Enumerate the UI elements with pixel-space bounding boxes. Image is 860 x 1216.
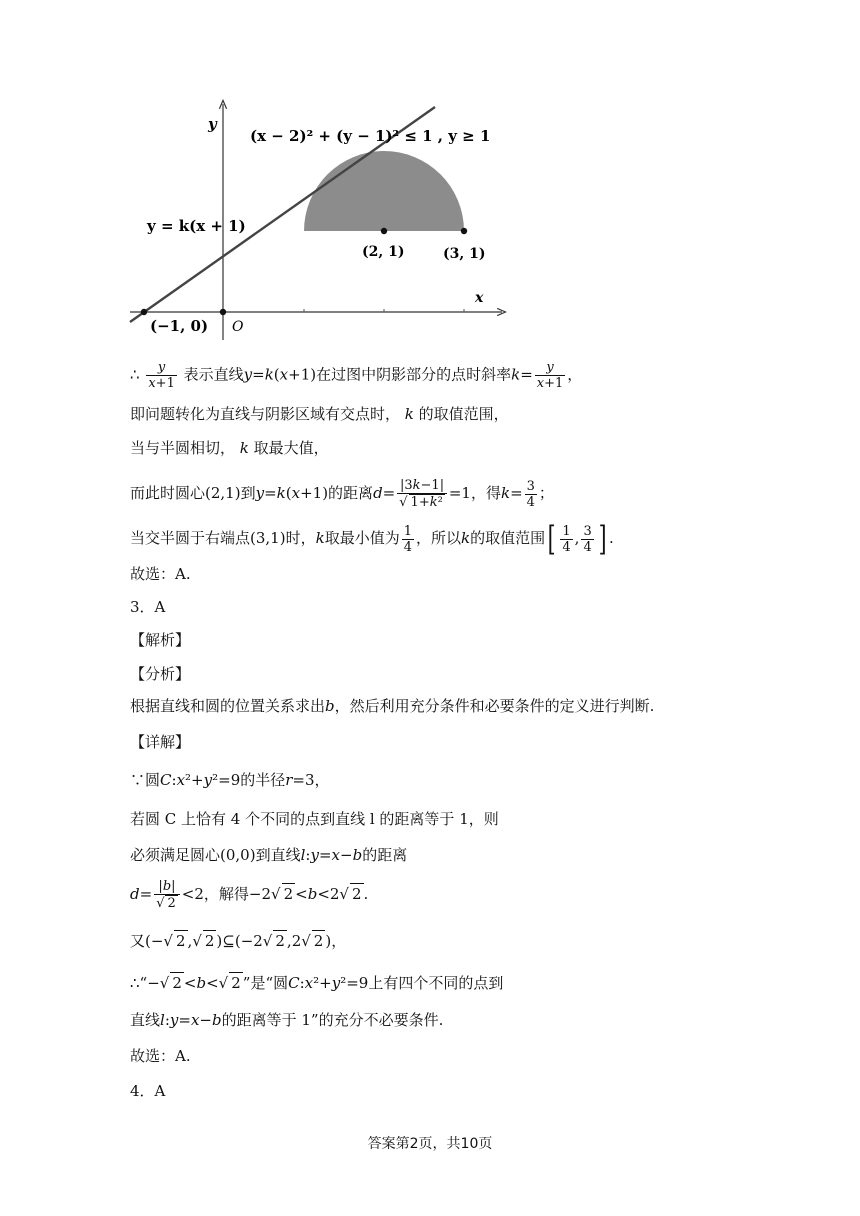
page-footer: 答案第2页，共10页 xyxy=(367,1136,493,1152)
region-label: (x − 2)² + (y − 1)² ≤ 1 , y ≥ 1 xyxy=(250,127,491,145)
text-line-16: 又(−√ 2 ,√ 2 )⊆(−2√ 2 ,2√ 2 )， xyxy=(130,932,347,950)
text-line-7: 3．A xyxy=(130,598,166,616)
text-line-20: 4．A xyxy=(130,1082,166,1100)
text-line-1: ∴ $\frac{y}{x+1}$ 表示直线y=k(x+1)在过图中阴影部分的点时斜率k= $\frac{y}{x+1}$ ， xyxy=(130,360,583,391)
text-line-13: 若圆 C 上恰有 4 个不同的点到直线 l 的距离等于 1，则 xyxy=(130,810,499,828)
point-left-label: (−1, 0) xyxy=(150,317,209,335)
text-line-12: ∵圆C:x²+y²=9的半径r=3， xyxy=(130,771,330,789)
point-center-label: (2, 1) xyxy=(362,244,405,260)
text-line-17: ∴“−√ 2 <b<√ 2 ”是“圆C:x²+y²=9上有四个不同的点到 xyxy=(130,974,504,992)
text-line-11: 【详解】 xyxy=(130,733,191,751)
coordinate-figure xyxy=(120,95,520,345)
point-right xyxy=(461,228,467,234)
text-line-4: 而此时圆心(2,1)到y=k(x+1)的距离d= $\frac{|3k-1|}{\text{√ 1+k²}}$ =1，得k= $\frac{3}{4}$ ； xyxy=(130,478,554,510)
y-axis-label: y xyxy=(208,115,217,133)
text-line-14: 必须满足圆心(0,0)到直线l:y=x−b的距离 xyxy=(130,846,408,864)
text-line-8: 【解析】 xyxy=(130,631,191,649)
line-label: y = k(x + 1) xyxy=(147,217,246,235)
text-line-2: 即问题转化为直线与阴影区域有交点时， k 的取值范围， xyxy=(130,405,509,423)
text-line-15: d= $\frac{|b|}{√ 2}$ <2，解得−2√ 2 <b<2√ 2 . xyxy=(130,879,369,911)
text-line-5: 当交半圆于右端点(3,1)时，k取最小值为 $\frac{1}{4}$ ，所以k的取值范围[ $\frac{1}{4}$ , $\frac{3}{4}$ ] . xyxy=(130,519,614,559)
point-right-label: (3, 1) xyxy=(443,246,486,262)
text-line-19: 故选：A. xyxy=(130,1047,191,1065)
shaded-half-disk xyxy=(304,151,464,231)
point-origin xyxy=(220,309,226,315)
text-line-9: 【分析】 xyxy=(130,665,191,683)
point-left xyxy=(141,309,147,315)
origin-label: O xyxy=(232,319,244,335)
x-axis-label: x xyxy=(475,290,484,306)
text-line-3: 当与半圆相切， k 取最大值， xyxy=(130,439,329,457)
point-center xyxy=(381,228,387,234)
text-line-10: 根据直线和圆的位置关系求出b，然后利用充分条件和必要条件的定义进行判断. xyxy=(130,697,655,715)
text-line-18: 直线l:y=x−b的距离等于 1”的充分不必要条件. xyxy=(130,1011,444,1029)
text-line-6: 故选：A. xyxy=(130,565,191,583)
